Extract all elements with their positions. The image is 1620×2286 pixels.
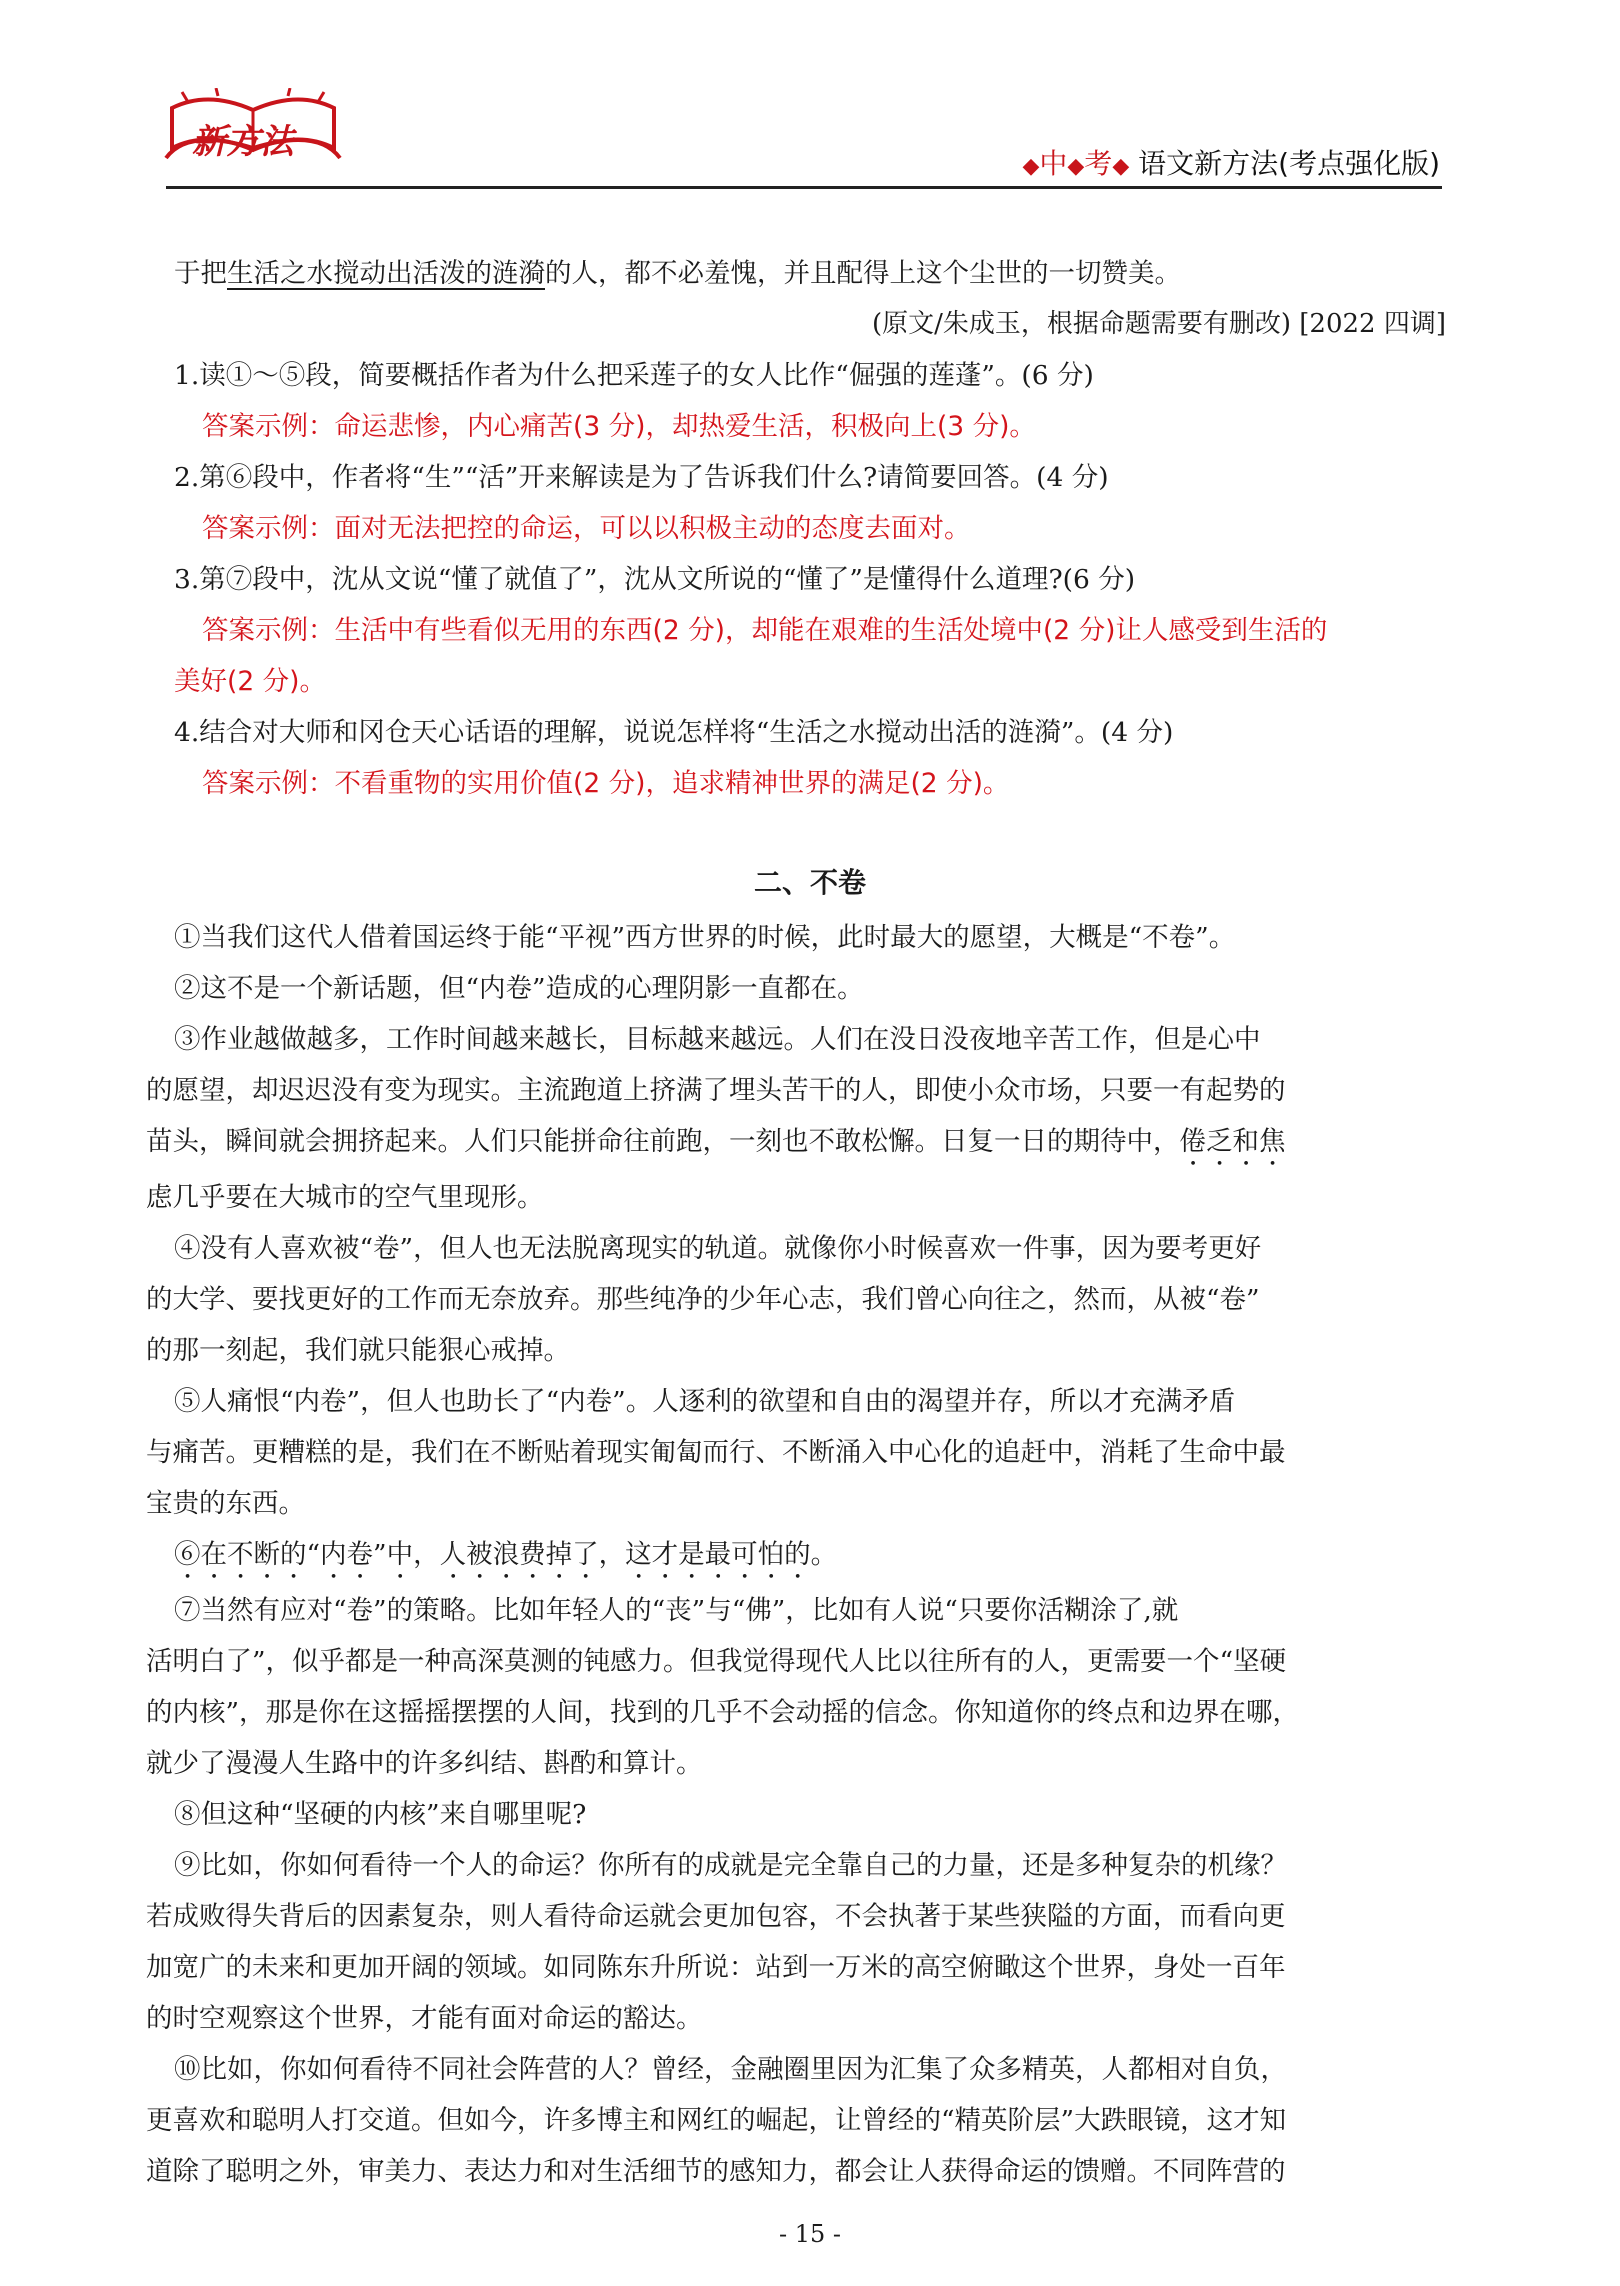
paragraph-line: 的那一刻起，我们就只能狠心戒掉。 xyxy=(146,1335,570,1366)
paragraph-2 xyxy=(174,963,1446,1014)
diamond-icon: ◆ xyxy=(1022,154,1040,179)
question-1: 1.读①～⑤段，简要概括作者为什么把采莲子的女人比作“倔强的莲蓬”。(6 分) xyxy=(174,360,1094,391)
paragraph-line-emphasized: ⑥在不断的“内卷”中，人被浪费掉了，这才是最可怕的。 xyxy=(174,1539,838,1570)
paragraph-line: 加宽广的未来和更加开阔的领域。如同陈东升所说：站到一万米的高空俯瞰这个世界，身处一百年 xyxy=(146,1952,1286,1983)
diamond-icon: ◆ xyxy=(1112,154,1130,179)
paragraph-line: ①当我们这代人借着国运终于能“平视”西方世界的时候，此时最大的愿望，大概是“不卷”。 xyxy=(174,922,1236,953)
answer-1: 答案示例：命运悲惨，内心痛苦(3 分)，却热爱生活，积极向上(3 分)。 xyxy=(202,411,1036,442)
paragraph-line: 宝贵的东西。 xyxy=(146,1488,305,1519)
paragraph-line: ⑨比如，你如何看待一个人的命运？你所有的成就是完全靠自己的力量，还是多种复杂的机缘？ xyxy=(174,1850,1287,1881)
paragraph-9 xyxy=(146,1840,1446,2044)
answer-3-continued: 美好(2 分)。 xyxy=(174,666,326,697)
paragraph-4 xyxy=(146,1223,1446,1376)
emphasized-phrase: 倦乏和焦 xyxy=(1179,1126,1286,1157)
paragraph-line: ⑩比如，你如何看待不同社会阵营的人？曾经，金融圈里因为汇集了众多精英，人都相对自负， xyxy=(174,2054,1287,2085)
paragraph-line: 的内核”，那是你在这摇摇摆摆的人间，找到的几乎不会动摇的信念。你知道你的终点和边界在哪， xyxy=(146,1697,1300,1728)
paragraph-3 xyxy=(146,1014,1446,1223)
paragraph-7 xyxy=(146,1585,1446,1789)
paragraph-6 xyxy=(174,1529,1446,1585)
answer-4: 答案示例：不看重物的实用价值(2 分)，追求精神世界的满足(2 分)。 xyxy=(202,768,1010,799)
paragraph-line: 与痛苦。更糟糕的是，我们在不断贴着现实匍匐而行、不断涌入中心化的追赶中，消耗了生命中最 xyxy=(146,1437,1286,1468)
paragraph-line: 就少了漫漫人生路中的许多纠结、斟酌和算计。 xyxy=(146,1748,703,1779)
paragraph-line: 更喜欢和聪明人打交道。但如今，许多博主和网红的崛起，让曾经的“精英阶层”大跌眼镜，这才知 xyxy=(146,2105,1287,2136)
paragraph-line: ⑤人痛恨“内卷”，但人也助长了“内卷”。人逐利的欲望和自由的渴望并存，所以才充满矛盾 xyxy=(174,1386,1236,1417)
paragraph-10 xyxy=(146,2044,1446,2197)
book-title: ◆中◆考◆ 语文新方法(考点强化版) xyxy=(1022,147,1440,180)
paragraph-line: ⑦当然有应对“卷”的策略。比如年轻人的“丧”与“佛”，比如有人说“只要你活糊涂了,就 xyxy=(174,1595,1179,1626)
question-4: 4.结合对大师和冈仓天心话语的理解，说说怎样将“生活之水搅动出活的涟漪”。(4 分) xyxy=(174,717,1174,748)
paragraph-line: ③作业越做越多，工作时间越来越长，目标越来越远。人们在没日没夜地辛苦工作，但是心中 xyxy=(174,1024,1261,1055)
paragraph-line: 的大学、要找更好的工作而无奈放弃。那些纯净的少年心志，我们曾心向往之，然而，从被“卷” xyxy=(146,1284,1260,1315)
header-divider xyxy=(166,186,1442,189)
paragraph-line: 的时空观察这个世界，才能有面对命运的豁达。 xyxy=(146,2003,703,2034)
question-2: 2.第⑥段中，作者将“生”“活”开来解读是为了告诉我们什么?请简要回答。(4 分) xyxy=(174,462,1109,493)
paragraph-line: ②这不是一个新话题，但“内卷”造成的心理阴影一直都在。 xyxy=(174,973,864,1004)
paragraph-line: ④没有人喜欢被“卷”，但人也无法脱离现实的轨道。就像你小时候喜欢一件事，因为要考更好 xyxy=(174,1233,1262,1264)
underlined-phrase: 生活之水搅动出活泼的涟漪 xyxy=(227,258,545,289)
logo-text: 新方法 xyxy=(192,122,294,162)
paragraph-line: 活明白了”，似乎都是一种高深莫测的钝感力。但我觉得现代人比以往所有的人，更需要一个“坚硬 xyxy=(146,1646,1287,1677)
question-3: 3.第⑦段中，沈从文说“懂了就值了”，沈从文所说的“懂了”是懂得什么道理?(6 分) xyxy=(174,564,1136,595)
section-title: 二、不卷 xyxy=(753,866,866,899)
title-text: 语文新方法(考点强化版) xyxy=(1138,147,1440,180)
paragraph-8 xyxy=(174,1789,1446,1840)
publisher-logo xyxy=(158,88,348,180)
passage-source: (原文/朱成玉，根据命题需要有删改) [2022 四调] xyxy=(871,309,1446,339)
diamond-icon: ◆ xyxy=(1067,154,1085,179)
paragraph-line: 苗头，瞬间就会拥挤起来。人们只能拼命往前跑，一刻也不敢松懈。日复一日的期待中，倦乏和焦 xyxy=(146,1126,1286,1157)
passage-last-line: 于把生活之水搅动出活泼的涟漪的人，都不必羞愧，并且配得上这个尘世的一切赞美。 xyxy=(174,258,1181,289)
paragraph-1 xyxy=(174,912,1446,963)
paragraph-line: 的愿望，却迟迟没有变为现实。主流跑道上挤满了埋头苦干的人，即使小众市场，只要一有起势的 xyxy=(146,1075,1286,1106)
paragraph-line: 若成败得失背后的因素复杂，则人看待命运就会更加包容，不会执著于某些狭隘的方面，而看向更 xyxy=(146,1901,1286,1932)
answer-3: 答案示例：生活中有些看似无用的东西(2 分)，却能在艰难的生活处境中(2 分)让人感受到生活的 xyxy=(202,615,1328,646)
page-number: - 15 - xyxy=(778,2220,841,2248)
paragraph-line: ⑧但这种“坚硬的内核”来自哪里呢? xyxy=(174,1799,587,1830)
paragraph-line: 虑几乎要在大城市的空气里现形。 xyxy=(146,1182,544,1213)
answer-2: 答案示例：面对无法把控的命运，可以以积极主动的态度去面对。 xyxy=(202,513,971,544)
paragraph-line: 道除了聪明之外，审美力、表达力和对生活细节的感知力，都会让人获得命运的馈赠。不同阵营的 xyxy=(146,2156,1286,2187)
page-content xyxy=(146,248,1446,2197)
paragraph-5 xyxy=(146,1376,1446,1529)
